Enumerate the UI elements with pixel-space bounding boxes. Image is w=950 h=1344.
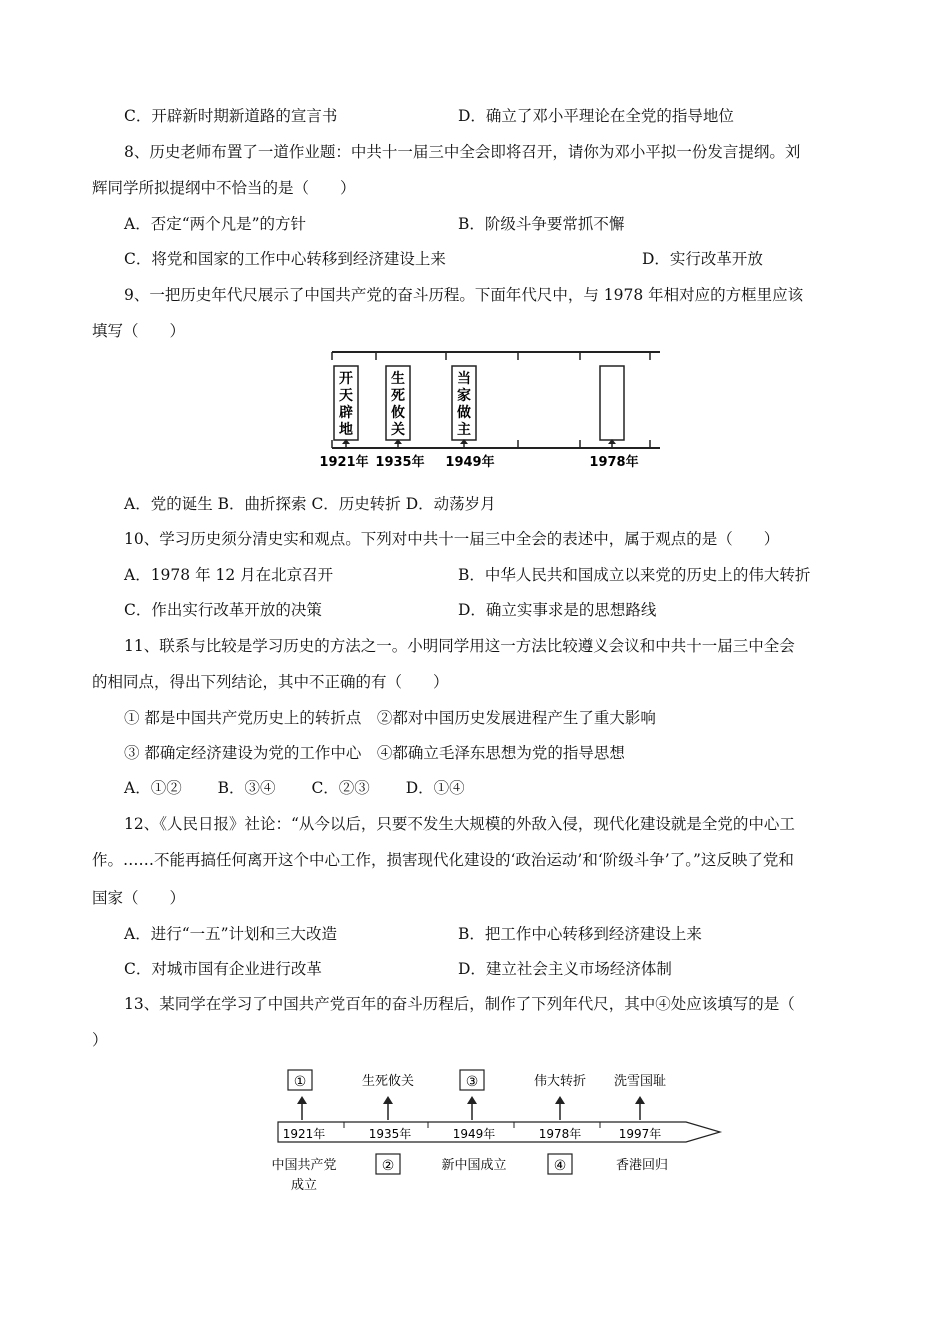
ruler-year-1921: 1921年: [319, 455, 369, 470]
q12-option-a: A．进行“一五”计划和三大改造: [124, 925, 338, 943]
q8-option-d: D．实行改革开放: [642, 250, 763, 268]
q8-option-c: C．将党和国家的工作中心转移到经济建设上来: [124, 250, 446, 268]
q13-year-1978: 1978年: [538, 1127, 582, 1141]
q8-stem-line2: 辉同学所拟提纲中不恰当的是（ ）: [92, 179, 356, 197]
q11-item-1: ① 都是中国共产党历史上的转折点 ②都对中国历史发展进程产生了重大影响: [124, 709, 656, 727]
q9-stem-line1: 9、一把历史年代尺展示了中国共产党的奋斗历程。下面年代尺中，与 1978 年相对应的方框里应该: [124, 286, 804, 304]
ruler-box-1949-char1: 当: [457, 371, 471, 387]
ruler-box-1935: [386, 366, 410, 448]
q13-top-5: 洗雪国耻: [613, 1074, 667, 1089]
q13-bottom-1: 中国共产党: [271, 1158, 337, 1173]
q7-option-c: C．开辟新时期新道路的宣言书: [124, 107, 338, 125]
q13-year-1997: 1997年: [618, 1127, 662, 1141]
ruler-box-1921-char3: 辟: [339, 405, 353, 421]
ruler-box-1921: [334, 366, 358, 448]
ruler-box-1978: [600, 366, 624, 448]
q7-option-d: D．确立了邓小平理论在全党的指导地位: [458, 107, 734, 125]
q13-year-1921: 1921年: [282, 1127, 326, 1141]
q13-bottom-1-cont: 成立: [290, 1178, 318, 1193]
q12-option-c: C．对城市国有企业进行改革: [124, 960, 322, 978]
q13-top-2: 生死攸关: [361, 1074, 415, 1089]
q13-year-1935: 1935年: [368, 1127, 412, 1141]
ruler-box-1935-char3: 攸: [391, 405, 405, 421]
q11-options: A．①② B．③④ C．②③ D．①④: [124, 779, 465, 797]
q12-option-b: B．把工作中心转移到经济建设上来: [458, 925, 702, 943]
q10-option-b: B．中华人民共和国成立以来党的历史上的伟大转折: [458, 566, 811, 584]
q12-stem-line3: 国家（ ）: [92, 889, 186, 907]
q13-stem-line2: ）: [92, 1031, 108, 1049]
q10-option-d: D．确立实事求是的思想路线: [458, 601, 657, 619]
q11-item-2: ③ 都确定经济建设为党的工作中心 ④都确立毛泽东思想为党的指导思想: [124, 744, 625, 762]
q9-stem-line2: 填写（ ）: [92, 322, 186, 340]
q12-stem-line1: 12、《人民日报》社论：“从今以后，只要不发生大规模的外敌入侵，现代化建设就是全党的中心工: [124, 815, 795, 833]
q9-options: A．党的诞生 B．曲折探索 C．历史转折 D．动荡岁月: [124, 495, 496, 513]
ruler-year-1949: 1949年: [445, 455, 495, 470]
q10-option-a: A．1978 年 12 月在北京召开: [124, 566, 334, 584]
q13-timeline-ruler: [262, 1066, 732, 1196]
ruler-box-1921-char2: 天: [339, 388, 353, 404]
q13-stem-line1: 13、某同学在学习了中国共产党百年的奋斗历程后，制作了下列年代尺，其中④处应该填写的是（: [124, 995, 795, 1013]
q8-option-a: A．否定“两个凡是”的方针: [124, 215, 307, 233]
ruler-box-1935-char2: 死: [391, 388, 405, 404]
q11-stem-line2: 的相同点，得出下列结论，其中不正确的有（ ）: [92, 673, 449, 691]
q13-year-1949: 1949年: [452, 1127, 496, 1141]
q11-stem-line1: 11、联系与比较是学习历史的方法之一。小明同学用这一方法比较遵义会议和中共十一届三中全会: [124, 637, 795, 655]
q13-bottom-4: ④: [553, 1158, 567, 1174]
ruler-box-1921-char1: 开: [339, 371, 353, 387]
q8-stem-line1: 8、历史老师布置了一道作业题：中共十一届三中全会即将召开，请你为邓小平拟一份发言提纲。刘: [124, 143, 801, 161]
q12-stem-line2: 作。……不能再搞任何离开这个中心工作，损害现代化建设的‘政治运动’和‘阶级斗争’了。”这反映了党和: [92, 851, 794, 869]
ruler-year-1978: 1978年: [589, 455, 639, 470]
q9-timeline-ruler: [319, 348, 662, 472]
ruler-box-1921-char4: 地: [339, 422, 353, 438]
q13-top-4: 伟大转折: [533, 1074, 587, 1089]
q10-stem: 10、学习历史须分清史实和观点。下列对中共十一届三中全会的表述中，属于观点的是（ ）: [124, 530, 780, 548]
ruler-box-1935-char1: 生: [391, 371, 405, 387]
q10-option-c: C．作出实行改革开放的决策: [124, 601, 322, 619]
ruler-box-1949: [452, 366, 476, 448]
ruler-box-1949-char2: 家: [457, 388, 471, 404]
ruler-box-1949-char3: 做: [457, 405, 471, 421]
ruler-year-1935: 1935年: [375, 455, 425, 470]
q12-option-d: D．建立社会主义市场经济体制: [458, 960, 672, 978]
q13-top-1: ①: [293, 1074, 307, 1090]
q13-bottom-2: ②: [381, 1158, 395, 1174]
q13-bottom-5: 香港回归: [615, 1158, 669, 1173]
q8-option-b: B．阶级斗争要常抓不懈: [458, 215, 625, 233]
ruler-box-1949-char4: 主: [457, 422, 471, 438]
ruler-box-1935-char4: 关: [391, 422, 405, 438]
q13-bottom-3: 新中国成立: [441, 1158, 507, 1173]
q13-top-3: ③: [465, 1074, 479, 1090]
